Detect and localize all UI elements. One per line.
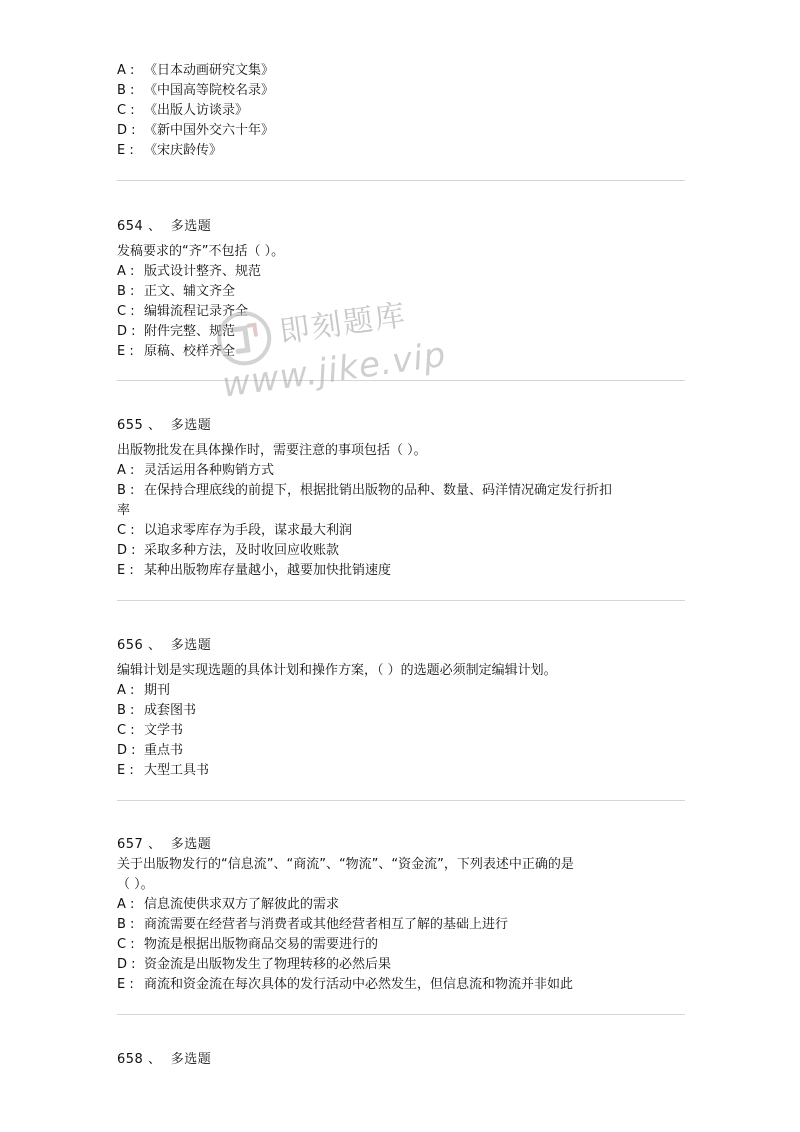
option-e: E : 大型工具书 xyxy=(117,763,210,778)
option-d: D : 《新中国外交六十年》 xyxy=(117,123,275,138)
question-header: 658 、 多选题 xyxy=(117,1052,212,1067)
section-divider xyxy=(117,800,685,801)
option-a: A : 《日本动画研究文集》 xyxy=(117,63,275,78)
question-656 xyxy=(117,636,687,781)
option-c: C : 文学书 xyxy=(117,723,184,738)
option-e: E : 商流和资金流在每次具体的发行活动中必然发生，但信息流和物流并非如此 xyxy=(117,977,574,992)
option-a: A : 版式设计整齐、规范 xyxy=(117,264,262,279)
watermark-brand: 即刻题库 xyxy=(277,297,410,351)
question-655 xyxy=(117,416,687,581)
option-c: C : 物流是根据出版物商品交易的需要进行的 xyxy=(117,937,379,952)
question-stem: 发稿要求的“齐”不包括（ ）。 xyxy=(117,244,285,259)
option-b-continuation: 率 xyxy=(117,503,131,518)
section-divider xyxy=(117,1014,685,1015)
option-b: B : 成套图书 xyxy=(117,703,197,718)
option-d: D : 采取多种方法，及时收回应收账款 xyxy=(117,543,340,558)
option-b: B : 《中国高等院校名录》 xyxy=(117,83,275,98)
prev-question-options xyxy=(117,61,687,161)
option-c: C : 《出版人访谈录》 xyxy=(117,103,249,118)
option-c: C : 编辑流程记录齐全 xyxy=(117,304,249,319)
option-a: A : 期刊 xyxy=(117,683,171,698)
question-stem: 关于出版物发行的“信息流”、“商流”、“物流”、“资金流”，下列表述中正确的是 xyxy=(117,857,574,872)
question-stem-continuation: （ ）。 xyxy=(117,877,154,892)
section-divider xyxy=(117,600,685,601)
option-d: D : 重点书 xyxy=(117,743,184,758)
watermark-url: www.jike.vip xyxy=(219,334,449,406)
option-d: D : 资金流是出版物发生了物理转移的必然后果 xyxy=(117,957,392,972)
question-657 xyxy=(117,835,687,995)
question-header: 657 、 多选题 xyxy=(117,837,212,852)
option-a: A : 信息流使供求双方了解彼此的需求 xyxy=(117,897,340,912)
option-d: D : 附件完整、规范 xyxy=(117,324,236,339)
option-a: A : 灵活运用各种购销方式 xyxy=(117,463,275,478)
option-e: E : 原稿、校样齐全 xyxy=(117,344,236,359)
option-b: B : 商流需要在经营者与消费者或其他经营者相互了解的基础上进行 xyxy=(117,917,509,932)
option-e: E : 《宋庆龄传》 xyxy=(117,143,223,158)
question-header: 656 、 多选题 xyxy=(117,638,212,653)
section-divider xyxy=(117,180,685,181)
question-header: 655 、 多选题 xyxy=(117,418,212,433)
option-e: E : 某种出版物库存量越小，越要加快批销速度 xyxy=(117,563,392,578)
question-header: 654 、 多选题 xyxy=(117,219,212,234)
option-b: B : 在保持合理底线的前提下，根据批销出版物的品种、数量、码洋情况确定发行折扣 xyxy=(117,483,613,498)
question-658 xyxy=(117,1050,687,1070)
question-stem: 出版物批发在具体操作时，需要注意的事项包括（ ）。 xyxy=(117,443,427,458)
option-c: C : 以追求零库存为手段，谋求最大利润 xyxy=(117,523,353,538)
section-divider xyxy=(117,380,685,381)
option-b: B : 正文、辅文齐全 xyxy=(117,284,236,299)
question-stem: 编辑计划是实现选题的具体计划和操作方案，（ ）的选题必须制定编辑计划。 xyxy=(117,663,557,678)
question-654 xyxy=(117,217,687,362)
